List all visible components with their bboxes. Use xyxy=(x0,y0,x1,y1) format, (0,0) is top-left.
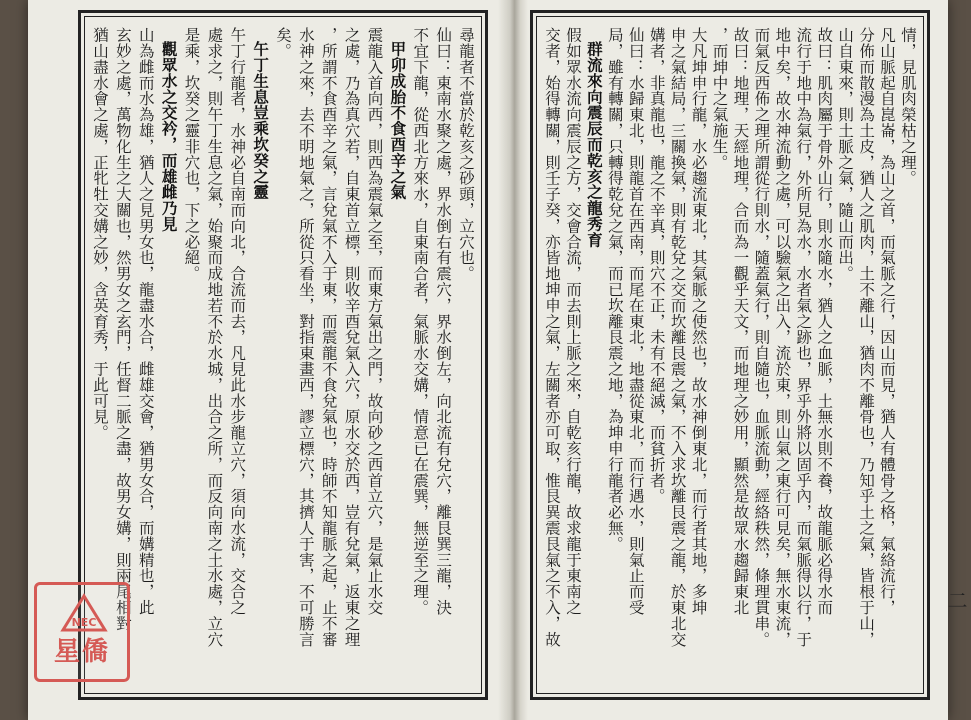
text-column: 地中矣，故水神流動之處，可以驗氣之出入，流於東，則山氣之東行可見矣，無水東流， xyxy=(773,27,792,648)
text-column: 尋龍者不當於乾亥之砂頭，立穴也。 xyxy=(457,27,475,282)
left-page xyxy=(78,10,488,700)
section-heading: 群流來向震辰而乾亥之龍秀育 xyxy=(584,41,604,248)
text-column: 交者，始得轉關，則壬子癸，亦皆地坤申之氣，左關者亦可取，惟艮異震艮氣之不入，故 xyxy=(543,27,561,648)
watermark-top-text: NEC xyxy=(71,616,97,629)
text-column: 局，雖有轉關，只轉得乾兌之氣，而已坎離艮震之地，為坤申行龍者必無。 xyxy=(605,27,624,552)
text-column: ，所謂不食酉辛之氣，言兌氣不入于東，而震龍不食兌氣也，時師不知龍脈之起，止不審 xyxy=(319,27,338,648)
text-column: 之處，乃為真穴若，自東首立標，則收辛酉兌氣入穴，原水交於西，豈有兌氣，返東之理 xyxy=(342,27,361,648)
text-column: 猶山盡水會之處，正牝牡交媾之妙，含英育秀，于此可見。 xyxy=(91,27,109,441)
page-number: 二 xyxy=(944,590,968,610)
book-spread xyxy=(28,0,968,720)
text-column: 矣。 xyxy=(274,27,292,59)
text-column: 大凡坤申行龍，水必趨流東北，其氣脈之使然也，故水神倒東北，而行者其地，多坤 xyxy=(689,27,708,616)
text-column: 分佈而散漫為土皮，猶人之肌肉，土不離山，猶肉不離骨也，乃知乎土之氣，皆根于山， xyxy=(857,27,876,648)
section-heading: 午丁生息豈乘坎癸之靈 xyxy=(251,41,271,200)
book-gutter xyxy=(498,0,528,720)
text-column: 而氣反西佈之理所謂從行則水，隨蓋氣行，則自隨也，血脈流動，經絡秩然，條理貫串。 xyxy=(752,27,771,648)
text-column: 申之氣結局，三關換氣，則有乾兌之交而坎離艮震之氣，不入求坎離艮震之龍，於東北交 xyxy=(668,27,687,648)
section-heading: 觀眾水之交衿，而雄雌乃見 xyxy=(159,41,179,232)
text-column: 山自東來，則土脈之氣，隨山而出。 xyxy=(836,27,855,282)
text-column: 玄妙之處，萬物化生之大關也，然男女之玄門，任督二脈之盡，故男女媾，則兩尾相對 xyxy=(113,27,132,632)
text-column: 是乘，坎癸之靈非穴也，下之必絕。 xyxy=(182,27,201,282)
text-column: 山為雌而水為雄，猶人之見男女也，龍盡水合，雌雄交會，猶男女合，而媾精也，此 xyxy=(136,27,155,616)
watermark-brand: 星僑 xyxy=(53,637,110,667)
text-column: 午丁行龍者，水神必自南而向北，合流而去，凡見此水步龍立穴，須向水流，交合之 xyxy=(228,27,247,616)
text-column: 仙曰：水歸東北，則龍首在西南，而尾在東北，地盡從東北，而行遇水，則氣止而受 xyxy=(626,27,645,616)
text-column: 故曰：肌肉屬于骨外山行，則水隨水，猶人之血脈，土無水則不養，故龍脈必得水而 xyxy=(815,27,834,616)
text-column: 凡山脈起自崑崙，為山之首，而氣脈之行，因山而見，猶人有體骨之格，氣絡流行， xyxy=(878,27,897,616)
text-column: 媾者，非真龍也，龍之不辛真，則穴不正，未有不絕滅，而貧折者。 xyxy=(647,27,666,504)
watermark-logo-icon xyxy=(59,593,109,633)
text-column: 流行于地中為氣行，外所見為水，水者氣之跡也，界乎外將以固乎內，而氣脈得以行，于 xyxy=(794,27,813,648)
right-page xyxy=(530,10,930,700)
text-column: 震龍入首向西，則西為震氣之至，而東方氣出之門，故向砂之西首立穴，是氣止水交 xyxy=(365,27,384,616)
text-column: 處求之，則午丁生息之氣，始聚而成地若不於水城，出合之所，而反向南之土水處，立穴 xyxy=(205,27,224,648)
text-column: 仙曰：東南水聚之處，界水倒右有震穴，界水倒左，向北流有兌穴，離艮巽三龍，決 xyxy=(434,27,453,616)
watermark-stamp xyxy=(34,582,130,682)
text-column: 水神之來，去不明地氣之，所從只看坐，對指東畫西，謬立標穴，其擠人于害，不可勝言 xyxy=(296,27,315,648)
text-column: ，而坤中之氣施生。 xyxy=(710,27,729,171)
text-column: 故曰：地理，天經地理，合而為一觀乎天文，而地理之妙用，顯然是故眾水趨歸東北 xyxy=(731,27,750,616)
section-heading: 甲卯成胎不食酉辛之氣 xyxy=(388,41,408,200)
text-column: 情，見肌肉榮枯之理。 xyxy=(899,27,917,186)
text-column: 不宜下龍，從西北方來水，自東南合者，氣脈水交媾，情意已在震巽，無逆至之理。 xyxy=(411,27,430,616)
text-column: 假如眾水流向震辰之方，交會合流，而去則上脈之來，自乾亥行龍，故求龍于東南之 xyxy=(563,27,582,616)
